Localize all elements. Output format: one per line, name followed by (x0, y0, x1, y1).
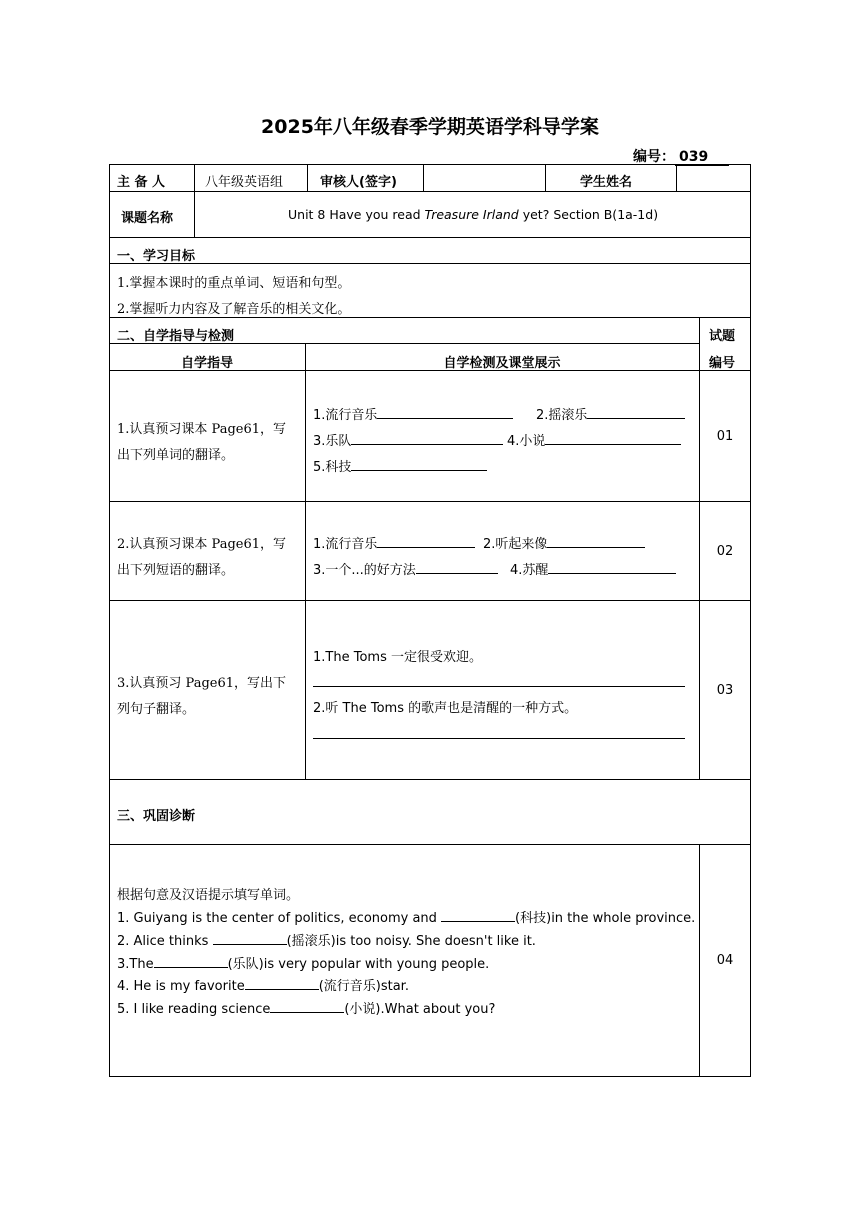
answer-blank[interactable] (441, 920, 515, 922)
item-number-02: 02 (716, 544, 734, 559)
preparer-value: 八年级英语组 (205, 175, 284, 190)
reviewer-signature-field[interactable] (424, 165, 544, 190)
phrase-item-3: 3.一个...的好方法 (313, 559, 498, 578)
word-item-2: 2.摇滚乐 (536, 404, 685, 423)
guide-1-line2: 出下列单词的翻译。 (117, 448, 235, 463)
word-item-1: 1.流行音乐 (313, 404, 513, 423)
answer-blank[interactable] (351, 469, 487, 471)
answer-blank[interactable] (416, 572, 498, 574)
col-num-header-2: 编号 (709, 356, 736, 371)
serial-label: 编号： (633, 149, 675, 165)
answer-line-1[interactable] (313, 686, 685, 687)
serial-number (633, 146, 729, 166)
section2-heading: 二、自学指导与检测 (117, 329, 235, 344)
answer-line-2[interactable] (313, 738, 685, 739)
phrase-item-2: 2.听起来像 (483, 533, 645, 552)
exercise-1: 1. Guiyang is the center of politics, economy and (科技)in the whole province. (117, 911, 696, 926)
answer-blank[interactable] (548, 572, 676, 574)
goal-1: 1.掌握本课时的重点单词、短语和句型。 (117, 276, 351, 291)
guide-3-line1: 3.认真预习 Page61，写出下 (117, 676, 287, 691)
exercise-2: 2. Alice thinks (摇滚乐)is too noisy. She doesn't like it. (117, 934, 536, 949)
col-check-header: 自学检测及课堂展示 (443, 356, 561, 371)
reviewer-label: 审核人(签字) (320, 175, 397, 190)
guide-1-line1: 1.认真预习课本 Page61，写 (117, 422, 287, 437)
col-guide-header: 自学指导 (180, 356, 233, 371)
answer-blank[interactable] (545, 443, 681, 445)
goal-2: 2.掌握听力内容及了解音乐的相关文化。 (117, 302, 351, 317)
sentence-item-1: 1.The Toms 一定很受欢迎。 (313, 650, 482, 665)
student-name-label: 学生姓名 (580, 175, 633, 190)
answer-blank[interactable] (245, 988, 319, 990)
word-item-3: 3.乐队 (313, 430, 503, 449)
sentence-item-2: 2.听 The Toms 的歌声也是清醒的一种方式。 (313, 701, 578, 716)
exercise-instructions: 根据句意及汉语提示填写单词。 (117, 888, 300, 903)
item-number-01: 01 (716, 429, 734, 444)
serial-value: 039 (675, 149, 729, 166)
section1-heading: 一、学习目标 (117, 249, 196, 264)
col-num-header-1: 试题 (709, 329, 736, 344)
answer-blank[interactable] (154, 966, 228, 968)
exercise-5: 5. I like reading science (小说).What about you? (117, 1002, 496, 1017)
item-number-04: 04 (716, 953, 734, 968)
topic-label: 课题名称 (121, 211, 174, 226)
page-title: 2025年八年级春季学期英语学科导学案 (261, 116, 599, 138)
answer-blank[interactable] (351, 443, 503, 445)
preparer-label: 主 备 人 (117, 175, 166, 190)
word-item-5: 5.科技 (313, 456, 487, 475)
guide-2-line1: 2.认真预习课本 Page61，写 (117, 537, 287, 552)
item-number-03: 03 (716, 683, 734, 698)
answer-blank[interactable] (270, 1011, 344, 1013)
exercise-4: 4. He is my favorite (流行音乐)star. (117, 979, 409, 994)
guide-3-line2: 列句子翻译。 (117, 702, 196, 717)
answer-blank[interactable] (377, 546, 475, 548)
word-item-4: 4.小说 (507, 430, 681, 449)
section3-heading: 三、巩固诊断 (117, 809, 196, 824)
answer-blank[interactable] (547, 546, 645, 548)
exercise-3: 3.The (乐队)is very popular with young people. (117, 957, 490, 972)
guide-2-line2: 出下列短语的翻译。 (117, 563, 235, 578)
answer-blank[interactable] (213, 943, 287, 945)
answer-blank[interactable] (587, 417, 685, 419)
answer-blank[interactable] (377, 417, 513, 419)
phrase-item-1: 1.流行音乐 (313, 533, 475, 552)
topic-text: Unit 8 Have you read Treasure Irland yet? Section B(1a-1d) (288, 207, 659, 222)
student-name-field[interactable] (677, 165, 750, 190)
phrase-item-4: 4.苏醒 (510, 559, 676, 578)
